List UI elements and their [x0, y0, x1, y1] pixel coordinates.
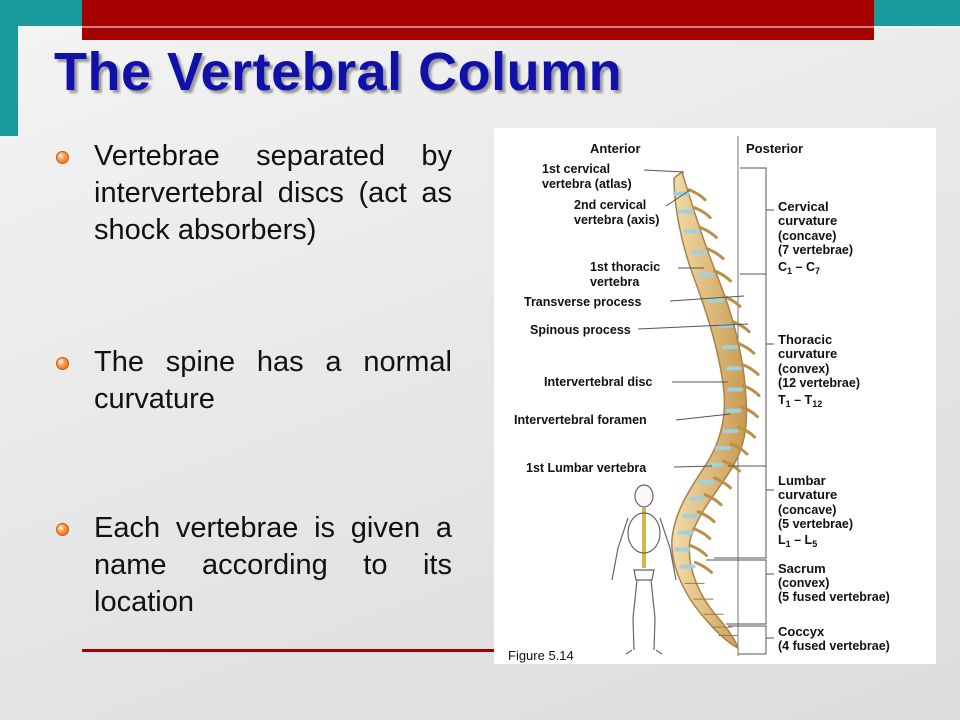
thoracic-name-1: Thoracic [778, 332, 833, 347]
sacrum-name: Sacrum [778, 561, 826, 576]
intervertebral-disc [725, 409, 741, 413]
cervical-detail-2: (7 vertebrae) [778, 243, 854, 257]
intervertebral-disc [691, 251, 707, 255]
header-anterior: Anterior [590, 141, 641, 156]
label-spinous: Spinous process [530, 323, 631, 337]
bullet-icon [56, 357, 69, 370]
intervertebral-disc [674, 548, 690, 552]
intervertebral-disc [680, 564, 696, 568]
title-banner-bar [82, 0, 874, 40]
intervertebral-disc [684, 229, 700, 233]
spinous-process [742, 364, 758, 374]
label-axis-line2: vertebra (axis) [574, 213, 660, 227]
bullet-item [56, 510, 452, 621]
spinous-process [690, 546, 706, 556]
label-axis-line1: 2nd cervical [574, 198, 647, 212]
spinous-process [696, 562, 712, 572]
thoracic-range: $T_1 - T_{12}$ [778, 393, 823, 409]
bullet-text: The spine has a normal curvature [94, 346, 452, 415]
label-atlas-line2: vertebra (atlas) [542, 177, 632, 191]
intervertebral-disc [699, 273, 715, 277]
slide-title: The Vertebral Column [54, 42, 623, 102]
thoracic-detail-2: (12 vertebrae) [778, 376, 860, 390]
label-disc: Intervertebral disc [544, 375, 653, 389]
intervertebral-disc [678, 210, 694, 214]
spinous-process [694, 529, 710, 539]
bullet-text: Each vertebrae is given a name according to its location [94, 512, 452, 618]
intervertebral-disc [698, 480, 714, 484]
sacrum-detail-2: (5 fused vertebrae) [778, 590, 890, 604]
cervical-detail-1: (concave) [778, 229, 837, 243]
figure-caption: Figure 5.14 [508, 648, 574, 663]
label-transverse: Transverse process [524, 295, 642, 309]
intervertebral-disc [708, 298, 724, 302]
accent-bar-left [0, 0, 18, 136]
intervertebral-disc [678, 531, 694, 535]
lumbar-detail-2: (5 vertebrae) [778, 517, 854, 531]
bullet-item [56, 344, 452, 418]
cervical-name-2: curvature [778, 213, 838, 228]
coccyx-detail: (4 fused vertebrae) [778, 639, 890, 653]
label-thoracic-line1: 1st thoracic [590, 260, 661, 274]
bullet-text: Vertebrae separated by intervertebral discs (act as shock absorbers) [94, 140, 452, 246]
intervertebral-disc [723, 429, 739, 433]
skeleton-icon [612, 485, 676, 654]
header-posterior: Posterior [746, 141, 804, 156]
intervertebral-disc [727, 388, 743, 392]
spine-illustration [494, 128, 936, 664]
intervertebral-disc [722, 345, 738, 349]
label-lumbar-first: 1st Lumbar vertebra [526, 461, 647, 475]
cervical-range: $C_1 - C_7$ [778, 260, 820, 276]
bullet-icon [56, 151, 69, 164]
bullet-icon [56, 523, 69, 536]
label-foramen: Intervertebral foramen [514, 413, 647, 427]
lumbar-detail-1: (concave) [778, 503, 837, 517]
label-thoracic-line2: vertebra [590, 275, 640, 289]
sacrum-detail-1: (convex) [778, 576, 830, 590]
intervertebral-disc [689, 497, 705, 501]
intervertebral-disc [682, 514, 698, 518]
intervertebral-disc [715, 446, 731, 450]
thoracic-name-2: curvature [778, 346, 838, 361]
spine-figure [494, 128, 936, 664]
lumbar-range: $L_1 - L_5$ [778, 533, 818, 549]
label-atlas-line1: 1st cervical [542, 162, 611, 176]
coccyx-name: Coccyx [778, 624, 825, 639]
intervertebral-disc [726, 366, 742, 370]
bullet-item [56, 138, 452, 249]
spinous-process [689, 190, 705, 200]
footer-divider [82, 649, 494, 652]
cervical-name-1: Cervical [778, 199, 829, 214]
thoracic-detail-1: (convex) [778, 362, 830, 376]
divider [18, 26, 960, 28]
lumbar-name-1: Lumbar [778, 473, 826, 488]
lumbar-name-2: curvature [778, 487, 838, 502]
